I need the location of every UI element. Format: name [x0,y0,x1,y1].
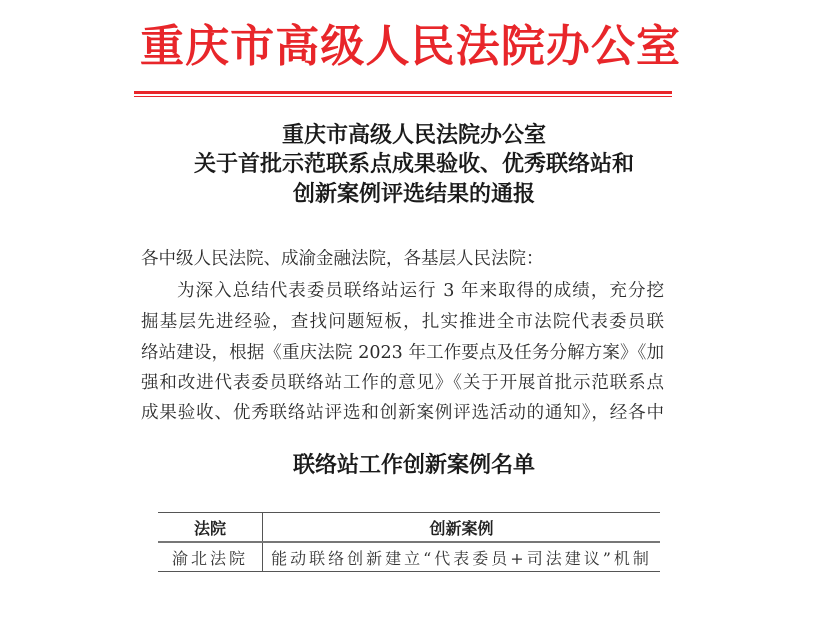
body-line: 强和改进代表委员联络站工作的意见》《关于开展首批示范联系点 [141,373,664,393]
document-title-line: 重庆市高级人民法院办公室 [281,122,546,148]
body-line: 络站建设，根据《重庆法院 2023 年工作要点及任务分解方案》《加 [141,343,664,363]
body-line: 为深入总结代表委员联络站运行 3 年来取得的成绩，充分挖 [177,281,664,301]
innovation-cases-table [158,512,660,572]
letterhead-rule-thin [134,96,672,97]
letterhead-rule-thick [134,91,672,94]
salutation: 各中级人民法院、成渝金融法院，各基层人民法院： [141,249,544,269]
header-court: 法院 [158,513,263,543]
table-header-row [158,513,660,543]
letterhead-title: 重庆市高级人民法院办公室 [140,21,680,72]
cell-case: 能动联络创新建立“代表委员+司法建议”机制 [263,542,661,572]
table-row [158,542,660,572]
document-title-line: 创新案例评选结果的通报 [292,181,535,207]
section-title: 联络站工作创新案例名单 [292,452,535,478]
cell-court: 渝北法院 [158,542,263,572]
body-line: 成果验收、优秀联络站评选和创新案例评选活动的通知》，经各中 [141,403,664,423]
header-case: 创新案例 [263,513,661,543]
body-line: 掘基层先进经验，查找问题短板，扎实推进全市法院代表委员联 [141,312,664,332]
document-title-line: 关于首批示范联系点成果验收、优秀联络站和 [193,151,634,177]
